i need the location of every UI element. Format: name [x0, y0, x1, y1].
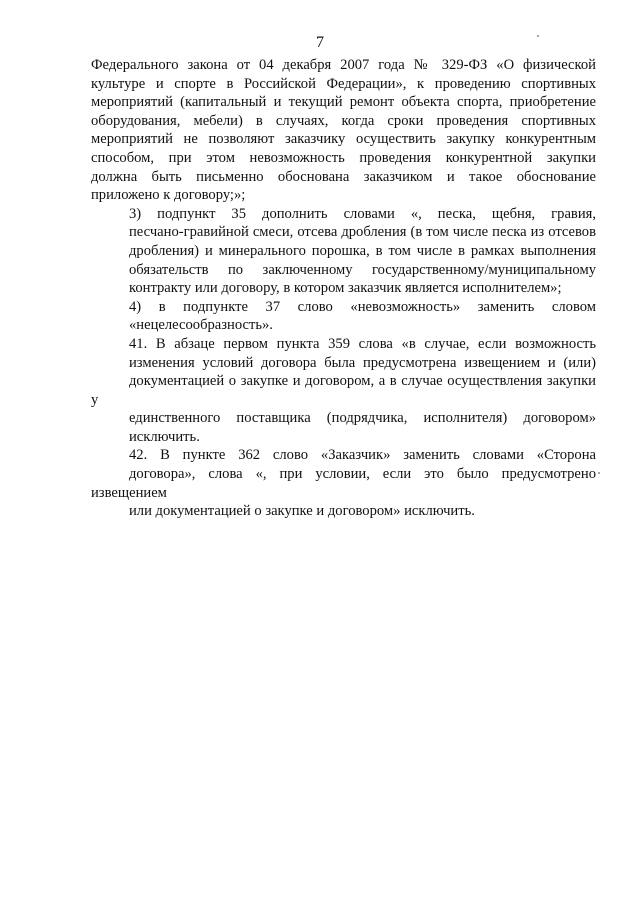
paragraph: [91, 335, 596, 447]
text-line: изменения условий договора была предусмотрена извещением и (или): [129, 354, 596, 371]
text-line: контракту или договору, в котором заказчик является исполнителем»;: [129, 280, 562, 297]
text-line: «нецелесообразность».: [129, 317, 273, 334]
text-line: мероприятий (капитальный и текущий ремонт объекта спорта, приобретение: [91, 94, 596, 111]
paragraph: [91, 446, 596, 520]
text-line: песчано-гравийной смеси, отсева дробления (в том числе песка из отсевов: [129, 224, 596, 241]
paragraph: [91, 56, 596, 205]
scan-speck: [537, 35, 539, 37]
text-line: договора», слова «, при условии, если это было предусмотрено извещением: [91, 466, 596, 501]
text-line: дробления) и минерального порошка, в том числе в рамках выполнения: [129, 242, 596, 259]
document-body: [91, 56, 596, 521]
paragraph: [91, 205, 596, 298]
text-line: должна быть письменно обоснована заказчиком и такое обоснование: [91, 168, 596, 185]
text-line: оборудования, мебели) в случаях, когда сроки проведения спортивных: [91, 112, 596, 129]
text-line: Федерального закона от 04 декабря 2007 года № 329-ФЗ «О физической: [91, 57, 596, 73]
text-line: мероприятий не позволяют заказчику осуществить закупку конкурентным: [91, 131, 596, 148]
text-line: 42. В пункте 362 слово «Заказчик» заменить словами «Сторона: [129, 447, 596, 464]
text-line: приложено к договору;»;: [91, 187, 246, 204]
text-line: культуре и спорте в Российской Федерации», к проведению спортивных: [91, 75, 596, 92]
text-line: обязательств по заключенному государственному/муниципальному: [129, 261, 596, 278]
text-line: или документацией о закупке и договором» исключить.: [129, 503, 475, 520]
text-line: 3) подпункт 35 дополнить словами «, песка, щебня, гравия,: [129, 205, 596, 222]
text-line: способом, при этом невозможность проведения конкурентной закупки: [91, 149, 596, 166]
text-line: исключить.: [129, 428, 200, 445]
text-line: единственного поставщика (подрядчика, исполнителя) договором»: [129, 410, 596, 427]
text-line: 41. В абзаце первом пункта 359 слова «в случае, если возможность: [129, 335, 596, 352]
paragraph: [91, 298, 596, 335]
text-line: 4) в подпункте 37 слово «невозможность» заменить словом: [129, 298, 596, 315]
scan-speck: [598, 472, 600, 474]
page-number: 7: [316, 34, 324, 51]
text-line: документацией о закупке и договором, а в случае осуществления закупки у: [91, 373, 596, 408]
